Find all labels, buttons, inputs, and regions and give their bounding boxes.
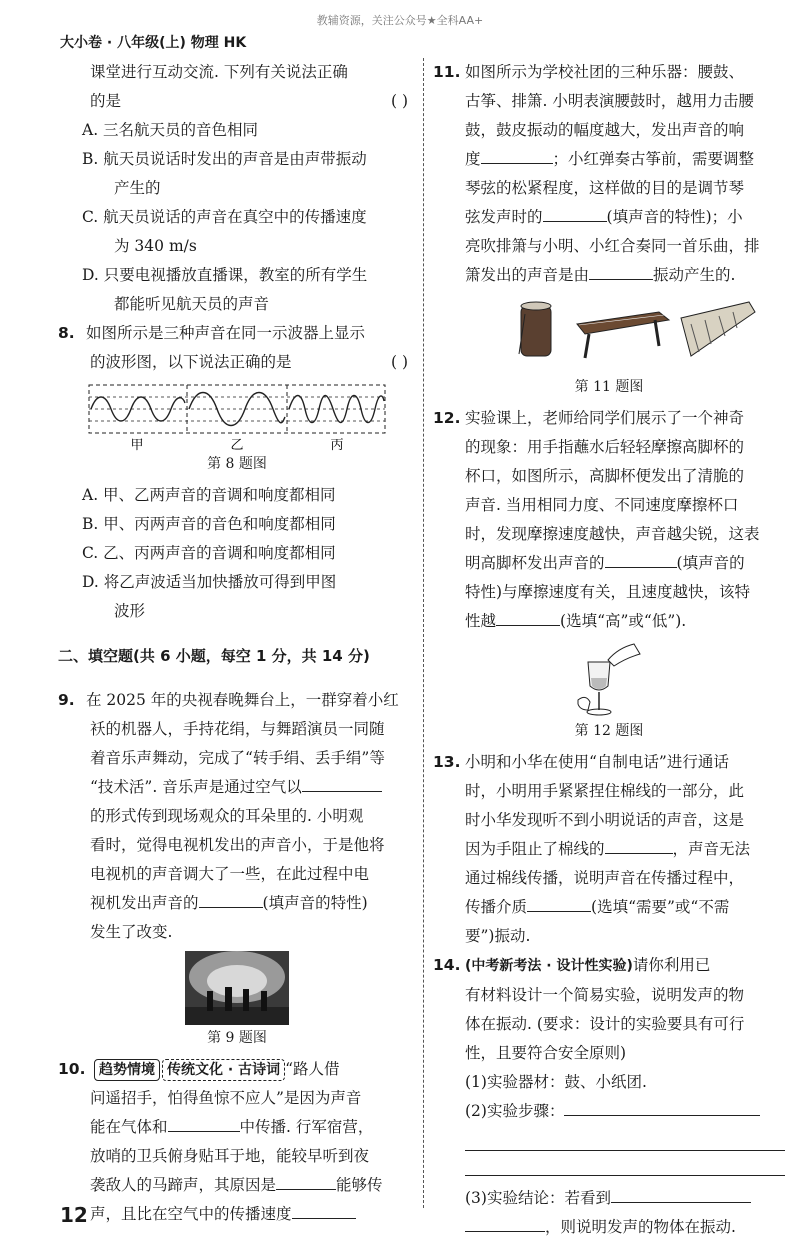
stage-floor	[185, 1007, 289, 1025]
wave-label-yi: 乙	[230, 438, 244, 451]
q7-text-2	[58, 87, 416, 116]
guzheng-icon	[577, 312, 669, 358]
q14-text-1	[433, 951, 785, 981]
q10-tag-culture: 传统文化 · 古诗词	[162, 1059, 285, 1081]
oscilloscope-waveform-figure	[87, 381, 387, 451]
q8-text-1	[58, 319, 416, 348]
q9-text-2: 袄的机器人，手持花绢，与舞蹈演员一同随	[90, 720, 385, 738]
q10-text-3-body: 能在气体和	[90, 1118, 168, 1136]
q7-option-c-cont: 为 340 m/s	[114, 237, 197, 255]
instruments-figure	[459, 294, 759, 374]
q9-blank-2[interactable]	[199, 889, 263, 908]
q7-option-b: B. 航天员说话时发出的声音是由声带振动	[82, 150, 367, 168]
q8-caption: 第 8 题图	[207, 456, 267, 472]
waist-drum-icon	[519, 302, 551, 356]
q11-text-8	[433, 261, 785, 290]
q8-option-d: D. 将乙声波适当加快播放可得到甲图	[82, 573, 337, 591]
q8-text-2	[58, 348, 416, 377]
q8-text-2-body: 的波形图，以下说法正确的是	[90, 353, 292, 371]
q8-option-b: B. 甲、丙两声音的音色和响度都相同	[82, 515, 336, 533]
q14-steps-blank-2[interactable]	[465, 1126, 785, 1151]
q10-text-3-tail: 中传播. 行军宿营，	[239, 1118, 374, 1136]
stage-light	[207, 965, 267, 997]
q10-text-1	[58, 1055, 416, 1084]
q8-option-c: C. 乙、丙两声音的音调和响度都相同	[82, 544, 336, 562]
q11-text-5: 琴弦的松紧程度，这样做的目的是调节琴	[465, 179, 745, 197]
q11-text-3: 鼓，鼓皮振动的幅度越大，发出声音的响	[465, 121, 745, 139]
q10-text-5-body: 袭敌人的马蹄声，其原因是	[90, 1176, 277, 1194]
left-column	[58, 58, 416, 1229]
q14-item-3-cont	[433, 1213, 785, 1242]
q13-text-2: 时，小明用手紧紧捏住棉线的一部分，此	[465, 782, 745, 800]
top-note: 教辅资源，关注公众号★全科AA+	[316, 14, 484, 27]
q14-item-2	[433, 1097, 785, 1126]
q13-text-1-body: 小明和小华在使用“自制电话”进行通话	[465, 753, 729, 771]
q13-text-4-body: 因为手阻止了棉线的	[465, 840, 605, 858]
q12-number: 12.	[433, 409, 461, 427]
q11-blank-2[interactable]	[543, 203, 607, 222]
q11-text-7: 亮吹排箫与小明、小红合奏同一首乐曲，排	[465, 237, 760, 255]
q11-text-6-tail: (填声音的特性)；小	[606, 208, 743, 226]
q13-text-4	[433, 835, 785, 864]
q14-item-2-body: (2)实验步骤：	[465, 1102, 565, 1120]
q11-text-6-body: 弦发声时的	[465, 208, 543, 226]
q10-blank-3[interactable]	[292, 1200, 356, 1219]
q9-caption: 第 9 题图	[207, 1030, 267, 1046]
dancer-figure	[261, 991, 267, 1011]
wave-label-jia: 甲	[130, 438, 144, 451]
q13-text-6	[433, 893, 785, 922]
q14-text-2: 有材料设计一个简易实验，说明发声的物	[465, 986, 745, 1004]
q12-text-3: 杯口，如图所示，高脚杯便发出了清脆的	[465, 467, 745, 485]
q10-text-2: 问遥招手，怕得鱼惊不应人”是因为声音	[90, 1089, 362, 1107]
q12-text-8	[433, 607, 785, 636]
q8-text-1-body: 如图所示是三种声音在同一示波器上显示	[86, 324, 366, 342]
q11-blank-1[interactable]	[481, 145, 553, 164]
q13-blank-2[interactable]	[527, 893, 591, 912]
q11-text-6	[433, 203, 785, 232]
q12-text-6-tail: (填声音的	[676, 554, 745, 572]
q14-tag: (中考新考法 · 设计性实验)	[465, 958, 633, 974]
q9-number: 9.	[58, 691, 75, 709]
q12-text-8-body: 性越	[465, 612, 497, 630]
q7-text-2-body: 的是	[90, 92, 122, 110]
q9-text-8-tail: (填声音的特性)	[262, 894, 368, 912]
page-header: 大小卷 · 八年级(上) 物理 HK	[60, 35, 247, 51]
q12-caption: 第 12 题图	[574, 723, 644, 739]
q8-option-a: A. 甲、乙两声音的音调和响度都相同	[82, 486, 336, 504]
q10-number: 10.	[58, 1060, 86, 1078]
q11-caption: 第 11 题图	[574, 379, 644, 395]
q14-number: 14.	[433, 956, 461, 974]
q10-text-6	[58, 1200, 416, 1229]
dancer-figure	[225, 987, 232, 1011]
dancer-figure	[243, 989, 249, 1011]
spring-gala-stage-photo	[185, 951, 289, 1025]
q8-option-d-cont: 波形	[114, 602, 146, 620]
q12-blank-1[interactable]	[605, 549, 677, 568]
q10-text-3	[58, 1113, 416, 1142]
q12-text-1	[433, 404, 785, 433]
holding-hand	[578, 697, 590, 710]
q12-text-4: 声音. 当用相同力度、不同速度摩擦杯口	[465, 496, 739, 514]
q9-text-9: 发生了改变.	[90, 923, 173, 941]
q12-text-6	[433, 549, 785, 578]
q12-text-7: 特性)与摩擦速度有关，且速度越快，该特	[465, 583, 751, 601]
dancer-figure	[207, 991, 213, 1011]
q14-conclusion-blank-2[interactable]	[465, 1213, 545, 1232]
q13-text-1	[433, 748, 785, 777]
q9-text-8	[58, 889, 416, 918]
column-divider	[423, 58, 424, 1208]
q7-option-c: C. 航天员说话的声音在真空中的传播速度	[82, 208, 367, 226]
q10-text-4: 放哨的卫兵俯身贴耳于地，能较早听到夜	[90, 1147, 370, 1165]
q13-text-6-tail: (选填“需要”或“不需	[591, 898, 730, 916]
q13-text-6-body: 传播介质	[465, 898, 528, 916]
page-number: 12	[60, 1203, 88, 1227]
q9-blank-1[interactable]	[302, 773, 382, 792]
q14-text-4: 性，且要符合安全原则)	[465, 1044, 627, 1062]
q10-text-6-body: 声，且比在空气中的传播速度	[90, 1205, 292, 1223]
q9-text-7: 电视机的声音调大了一些，在此过程中电	[90, 865, 370, 883]
q11-number: 11.	[433, 63, 461, 81]
q13-text-3: 时小华发现听不到小明说话的声音，这是	[465, 811, 745, 829]
q13-text-5: 通过棉线传播，说明声音在传播过程中，	[465, 869, 745, 887]
q12-text-6-body: 明高脚杯发出声音的	[465, 554, 605, 572]
q14-text-3: 体在振动. (要求：设计的实验要具有可行	[465, 1015, 745, 1033]
q11-text-2: 古筝、排箫. 小明表演腰鼓时，越用力击腰	[465, 92, 754, 110]
q14-text-1-body: 请你利用已	[632, 956, 711, 974]
q12-text-5: 时，发现摩擦速度越快，声音越尖锐，这表	[465, 525, 760, 543]
q11-text-4	[433, 145, 785, 174]
q7-option-d: D. 只要电视播放直播课，教室的所有学生	[82, 266, 368, 284]
q11-text-8-tail: 振动产生的.	[653, 266, 736, 284]
q7-text-1: 课堂进行互动交流. 下列有关说法正确	[90, 63, 348, 81]
q7-option-d-cont: 都能听见航天员的声音	[114, 295, 270, 313]
q7-answer-paren: ( )	[390, 92, 408, 110]
q9-text-4	[58, 773, 416, 802]
q10-blank-1[interactable]	[168, 1113, 240, 1132]
q11-text-4-tail: ；小红弹奏古筝前，需要调整	[552, 150, 755, 168]
q12-text-8-tail: (选填“高”或“低”).	[560, 612, 687, 630]
q7-option-a: A. 三名航天员的音色相同	[82, 121, 259, 139]
q11-text-1-body: 如图所示为学校社团的三种乐器：腰鼓、	[465, 63, 745, 81]
q10-text-5	[58, 1171, 416, 1200]
q14-steps-blank-3[interactable]	[465, 1151, 785, 1176]
q13-text-4-tail: ，声音无法	[672, 840, 751, 858]
q8-number: 8.	[58, 324, 75, 342]
wave-label-bing: 丙	[330, 438, 344, 451]
q7-option-b-cont: 产生的	[114, 179, 161, 197]
q12-text-1-body: 实验课上，老师给同学们展示了一个神奇	[465, 409, 745, 427]
paixiao-panpipe-icon	[681, 302, 755, 356]
q13-text-7: 要”)振动.	[465, 927, 531, 945]
q14-item-3-tail: ，则说明发声的物体在振动.	[545, 1218, 736, 1236]
q11-blank-3[interactable]	[589, 261, 653, 280]
q14-conclusion-blank-1[interactable]	[611, 1184, 751, 1203]
right-column	[433, 58, 785, 1242]
q8-answer-paren: ( )	[390, 353, 408, 371]
q14-item-1: (1)实验器材：鼓、小纸团.	[465, 1073, 647, 1091]
q10-tag-trend: 趋势情境	[94, 1059, 160, 1081]
q12-text-2: 的现象：用手指蘸水后轻轻摩擦高脚杯的	[465, 438, 745, 456]
q10-text-1-body: “路人借	[285, 1060, 340, 1078]
q11-text-4-body: 度	[465, 150, 481, 168]
finger-hand	[608, 644, 640, 666]
q14-item-3-body: (3)实验结论：若看到	[465, 1189, 611, 1207]
wine-glass-figure	[574, 640, 644, 718]
q12-blank-2[interactable]	[496, 607, 560, 626]
q13-blank-1[interactable]	[605, 835, 673, 854]
q13-number: 13.	[433, 753, 461, 771]
q9-text-3: 着音乐声舞动，完成了“转手绢、丢手绢”等	[90, 749, 385, 767]
q9-text-1	[58, 686, 416, 715]
q9-text-5: 的形式传到现场观众的耳朵里的. 小明观	[90, 807, 364, 825]
q9-text-4-body: “技术活”. 音乐声是通过空气以	[90, 778, 302, 796]
q10-blank-2[interactable]	[276, 1171, 336, 1190]
q14-steps-blank-1[interactable]	[564, 1097, 760, 1116]
q14-item-3	[433, 1184, 785, 1213]
section-title-fill-blank: 二、填空题(共 6 小题，每空 1 分，共 14 分)	[58, 647, 370, 665]
q11-text-1	[433, 58, 785, 87]
q9-text-8-body: 视机发出声音的	[90, 894, 199, 912]
q11-text-8-body: 箫发出的声音是由	[465, 266, 590, 284]
q9-text-6: 看时，觉得电视机发出的声音小，于是他将	[90, 836, 385, 854]
q9-text-1-body: 在 2025 年的央视春晚舞台上，一群穿着小红	[86, 691, 399, 709]
q10-text-5-tail: 能够传	[336, 1176, 383, 1194]
